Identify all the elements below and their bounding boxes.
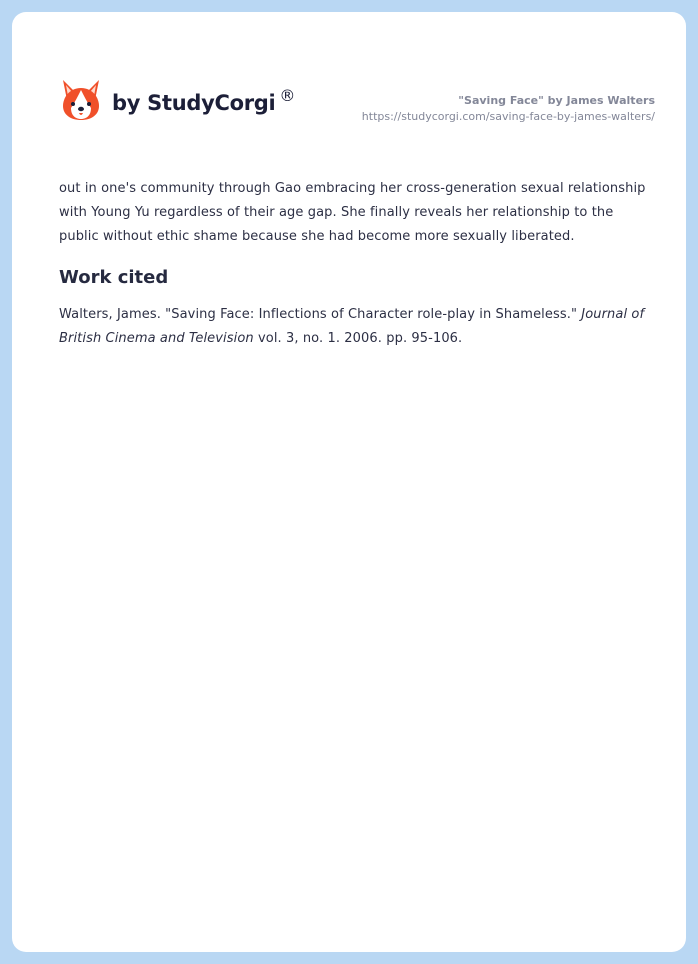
document-url[interactable]: https://studycorgi.com/saving-face-by-james-walters/: [361, 110, 655, 123]
citation-journal: Journal of British Cinema and Television: [59, 307, 645, 346]
citation-prefix: Walters, James. "Saving Face: Inflections of Character role-play in Shameless.": [59, 307, 578, 322]
document-content: [59, 177, 649, 351]
document-page: [12, 12, 686, 952]
citation-suffix: vol. 3, no. 1. 2006. pp. 95-106.: [257, 331, 463, 346]
corgi-icon: [60, 76, 102, 122]
body-paragraph: out in one's community through Gao embracing her cross-generation sexual relationship with Young Yu regardless of their age gap. She finally reveals her relationship to the public without ethic shame because she had become more sexually liberated.: [59, 181, 646, 244]
works-cited-heading: Work cited: [59, 267, 169, 288]
citation-entry: [59, 303, 649, 351]
document-title: "Saving Face" by James Walters: [458, 94, 655, 107]
brand-text: by StudyCorgi: [112, 91, 276, 115]
studycorgi-logo[interactable]: [60, 76, 295, 122]
registered-mark: ®: [279, 86, 296, 105]
brand-name: [112, 86, 296, 115]
document-meta: [362, 93, 655, 125]
